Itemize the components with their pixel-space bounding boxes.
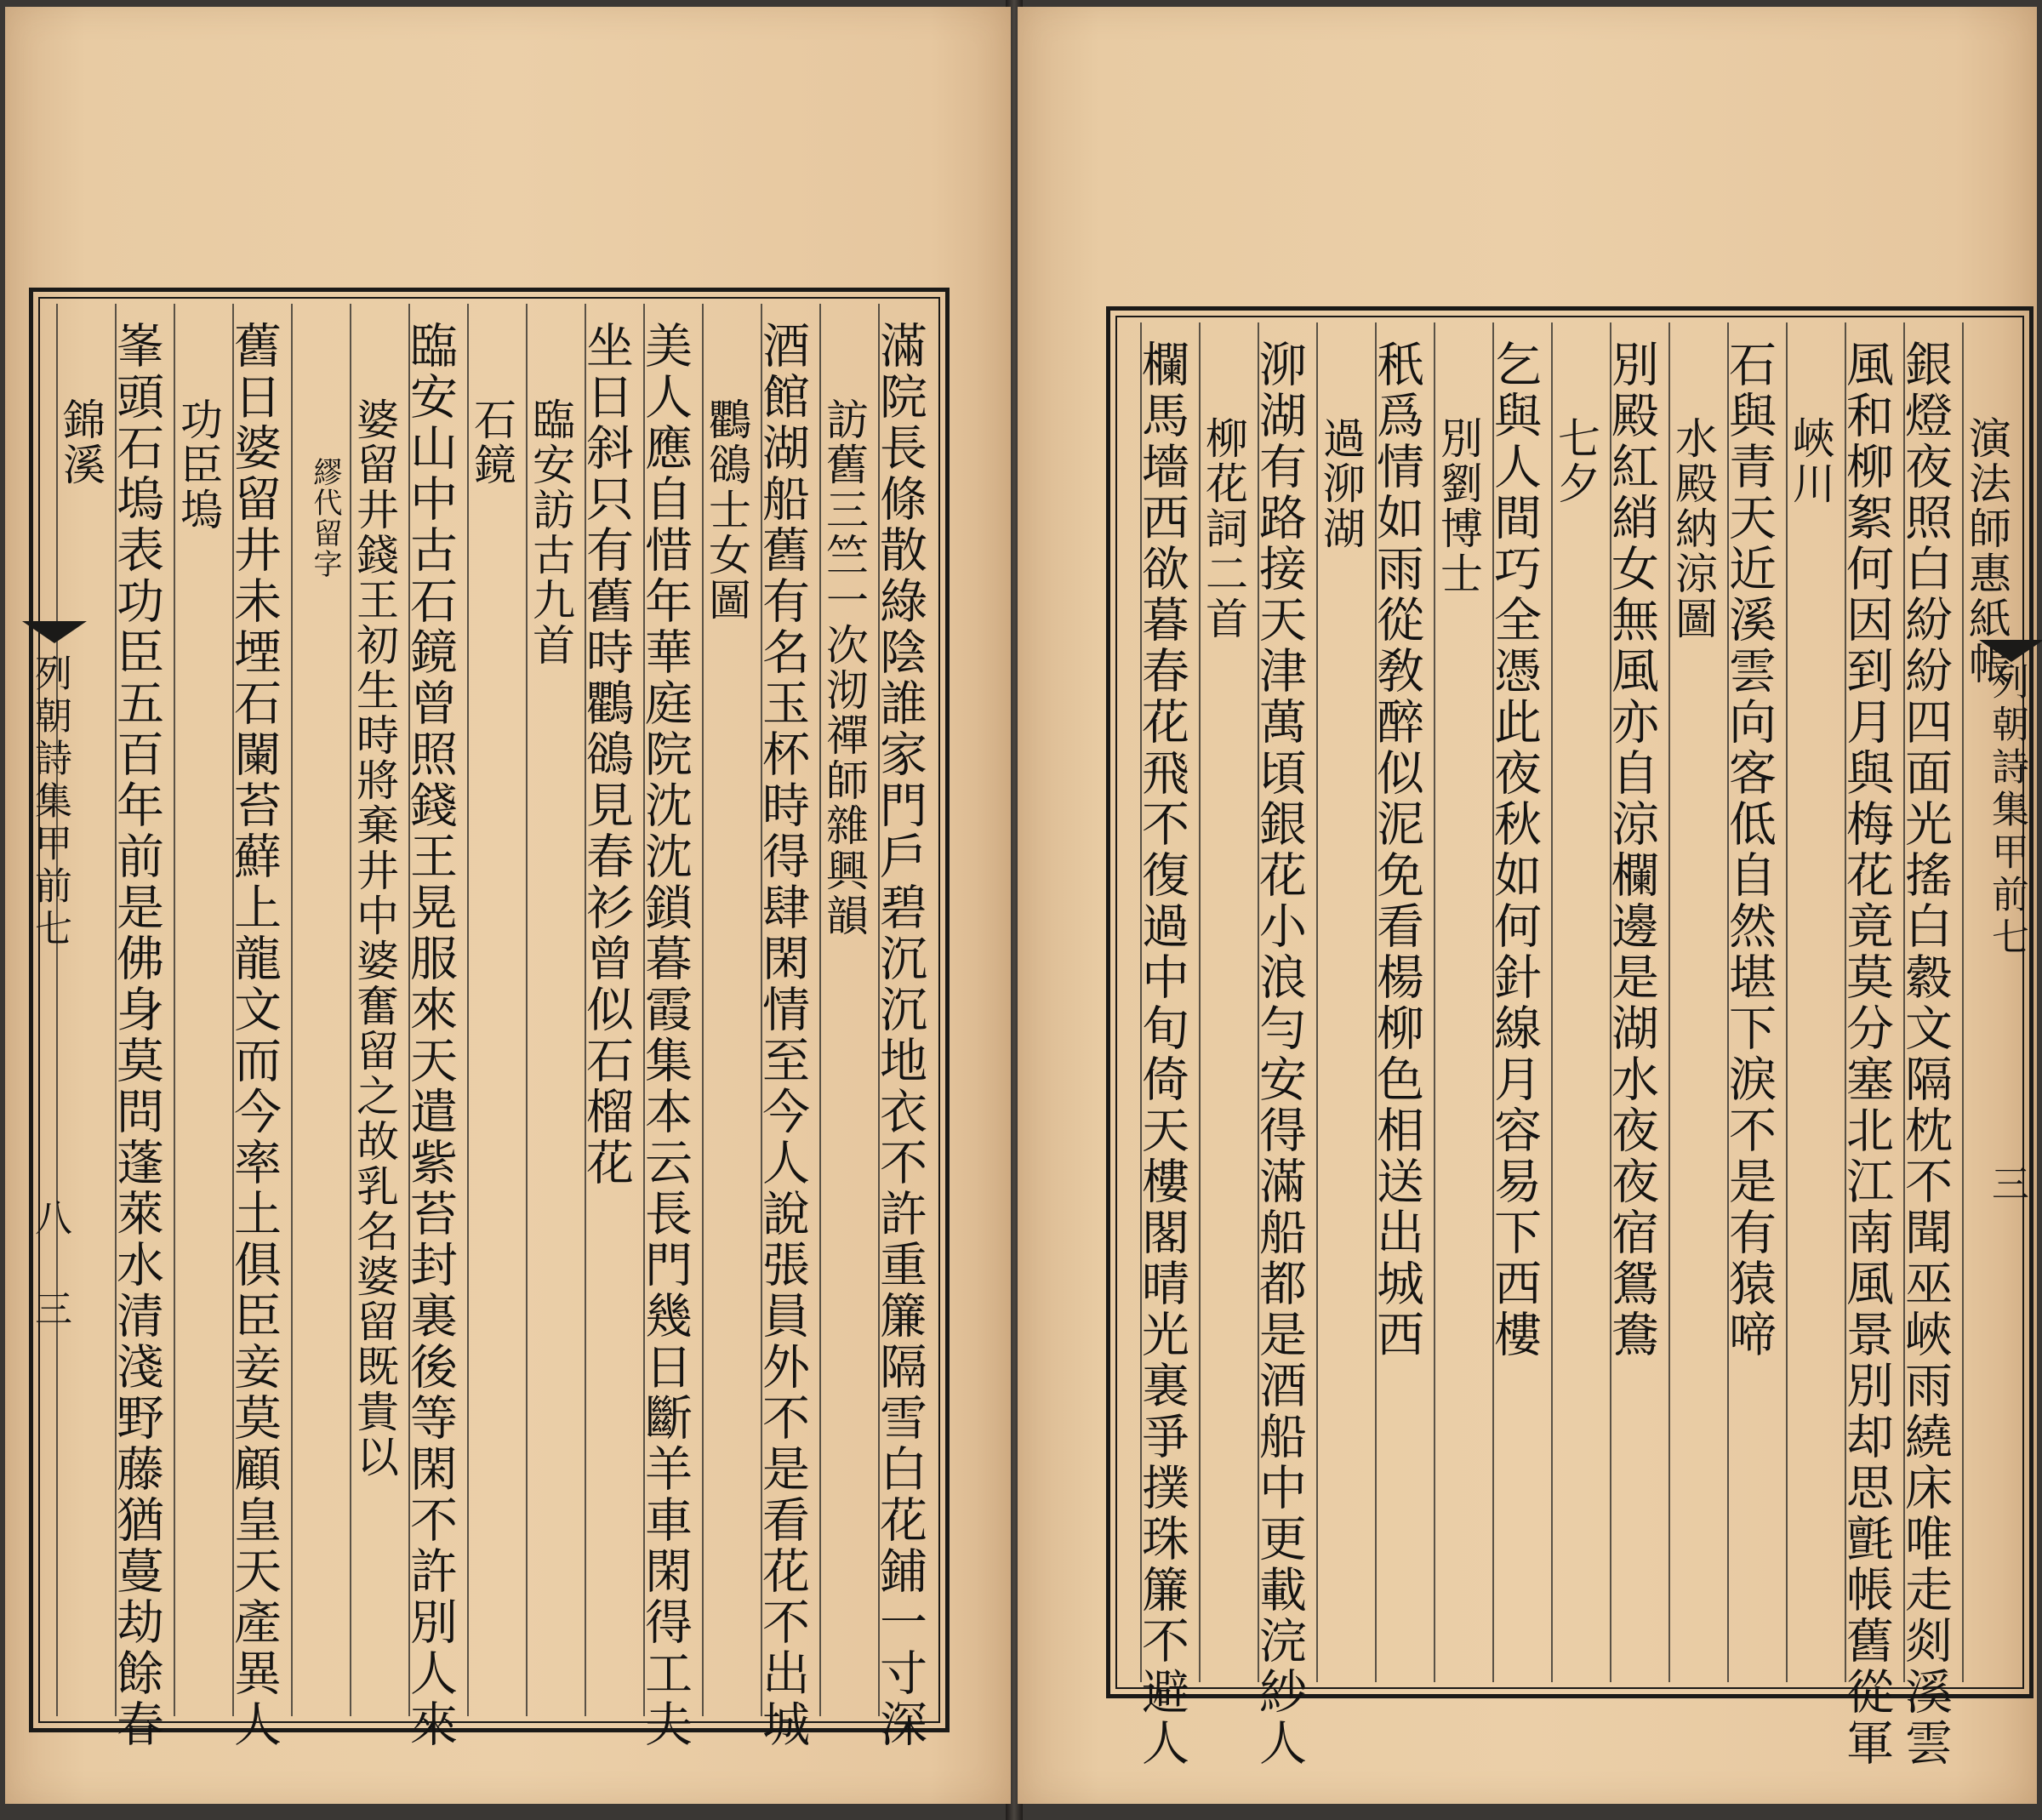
poem-line: 臨安山中古石鏡曾照錢王晃服來天遣紫苔封裏後等閑不許別人來	[402, 321, 458, 1750]
column-rule	[1551, 322, 1553, 1682]
poem-title: 臨安訪古九首	[526, 397, 575, 668]
poem-line: 風和柳絮何因到月與梅花竟莫分塞北江南風景別却思氈帳舊從軍	[1839, 339, 1894, 1769]
right-fold-title: 列朝詩集甲前七	[1985, 662, 2028, 960]
right-text-columns	[1122, 322, 2017, 1769]
poem-line: 峯頭石塢表功臣五百年前是佛身莫問蓬萊水清淺野藤猶蔓劫餘春	[109, 321, 164, 1750]
right-page	[1018, 7, 2037, 1804]
poem-title: 過泖湖	[1316, 416, 1366, 551]
poem-line: 坐日斜只有舊時鸜鵒見春衫曾似石榴花	[579, 321, 634, 1189]
poem-title: 石鏡	[467, 397, 516, 488]
annotation-line: 繆代留字	[308, 457, 342, 579]
left-page-frame	[29, 288, 950, 1750]
left-text-columns	[45, 304, 933, 1750]
poem-title: 演法師惠紙帳	[1962, 416, 2011, 687]
poem-line: 銀燈夜照白紛紛四面光搖白縠文隔枕不聞巫峽雨繞床唯走剡溪雲	[1897, 339, 1953, 1769]
poem-line: 酒館湖船舊有名玉杯時得肆閑情至今人說張員外不是看花不出城	[755, 321, 810, 1750]
column-rule	[291, 304, 293, 1716]
left-fold-page: 八 三	[28, 1198, 71, 1332]
poem-line: 滿院長條散綠陰誰家門戶碧沉沉地衣不許重簾隔雪白花鋪一寸深	[872, 321, 927, 1750]
poem-title: 柳花詞二首	[1199, 416, 1248, 642]
poem-line: 舊日婆留井未堙石闌苔蘚上龍文而今率土俱臣妾莫顧皇天產異人	[226, 321, 282, 1750]
right-fold-page: 三	[1985, 1164, 2028, 1207]
poem-title: 鸜鵒士女圖	[702, 397, 751, 623]
poem-title: 水殿納涼圖	[1668, 416, 1718, 642]
poem-title: 功臣塢	[174, 397, 223, 533]
poem-line: 別殿紅綃女無風亦自涼欄邊是湖水夜夜宿鴛鴦	[1604, 339, 1659, 1361]
poem-line: 乞與人間巧全憑此夜秋如何針線月容易下西樓	[1486, 339, 1542, 1361]
poem-title: 訪舊三竺一次沏禪師雜興韻	[819, 397, 869, 939]
poem-title: 錦溪	[56, 397, 106, 488]
fold-fishtail-mark	[1979, 640, 2042, 662]
column-rule	[467, 304, 469, 1716]
poem-title: 七夕	[1551, 416, 1600, 506]
poem-line: 美人應自惜年華庭院沈沈鎖暮霞集本云長門幾日斷羊車閑得工夫	[637, 321, 693, 1750]
poem-title: 峽川	[1786, 416, 1835, 506]
poem-line: 石與青天近溪雲向客低自然堪下淚不是有猿啼	[1721, 339, 1777, 1361]
poem-line: 欄馬墻西欲暮春花飛不復過中旬倚天樓閣晴光裏爭撲珠簾不避人	[1134, 339, 1189, 1769]
fold-fishtail-mark	[22, 621, 87, 643]
right-page-frame	[1106, 306, 2033, 1769]
column-rule	[56, 304, 58, 1716]
poem-title: 婆留井錢王初生時將棄井中婆奮留之故乳名婆留既貴以	[350, 397, 399, 1480]
column-rule	[1786, 322, 1788, 1682]
poem-line: 泖湖有路接天津萬頃銀花小浪勻安得滿船都是酒船中更載浣紗人	[1252, 339, 1307, 1769]
poem-line: 秖爲情如雨從敎醉似泥免看楊柳色相送出城西	[1369, 339, 1424, 1361]
poem-title: 別劉博士	[1434, 416, 1483, 596]
left-page	[5, 7, 1011, 1804]
left-fold-title: 列朝詩集甲前七	[28, 653, 71, 951]
